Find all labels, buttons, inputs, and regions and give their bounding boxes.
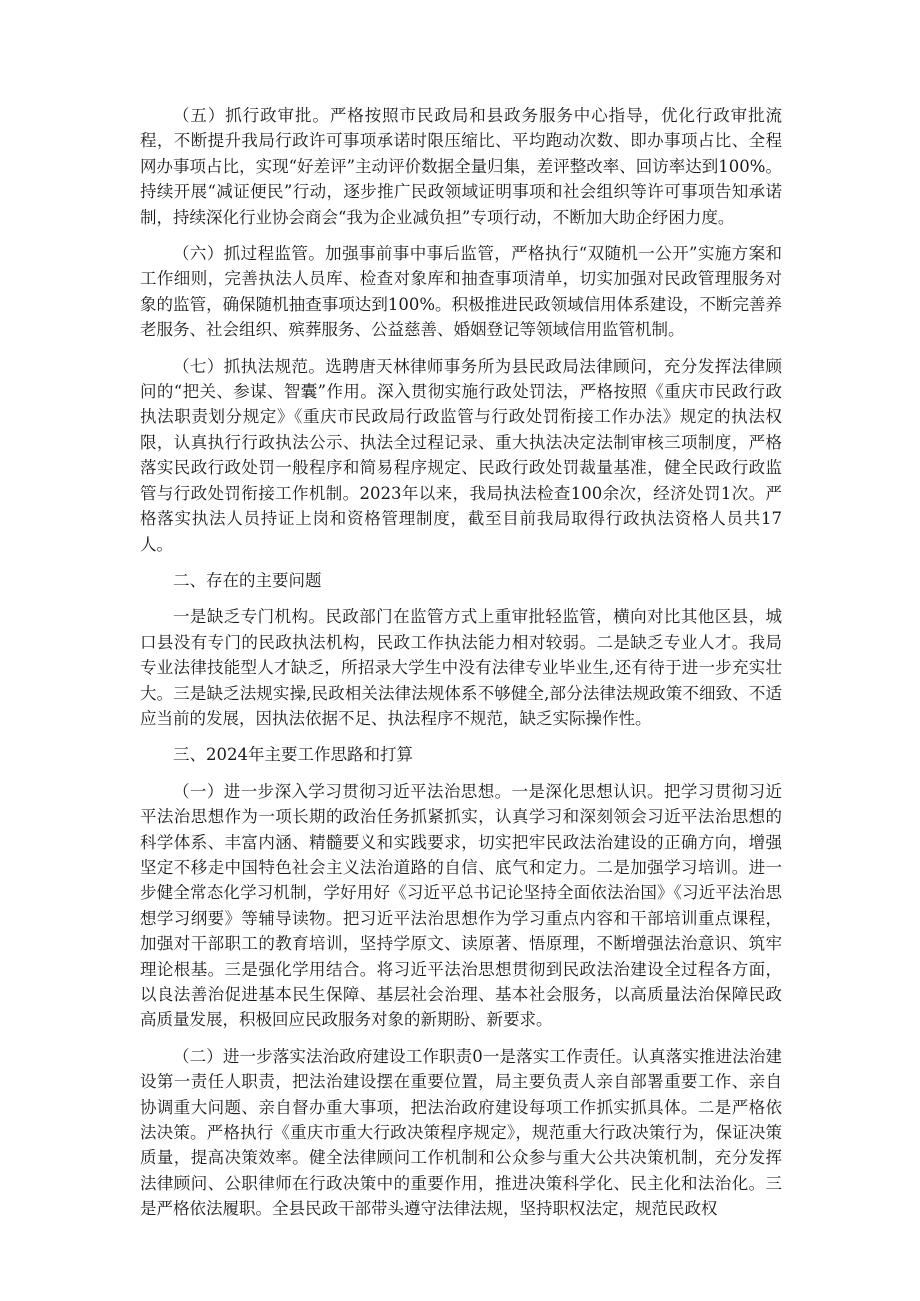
paragraph-plan-1: （一）进一步深入学习贯彻习近平法治思想。一是深化思想认识。把学习贯彻习近平法治思想作为一项长期的政治任务抓紧抓实，认真学习和深刻领会习近平法治思想的科学体系、丰富内涵、精髓要义和实践要求，切实把牢民政法治建设的正确方向，增强坚定不移走中国特色社会主义法治道路的自信、底气和定力。二是加强学习培训。进一步健全常态化学习机制，学好用好《习近平总书记论坚持全面依法治国》《习近平法治思想学习纲要》等辅导读物。把习近平法治思想作为学习重点内容和干部培训重点课程，加强对干部职工的教育培训，坚持学原文、读原著、悟原理，不断增强法治意识、筑牢理论根基。三是强化学用结合。将习近平法治思想贯彻到民政法治建设全过程各方面，以良法善治促进基本民生保障、基层社会治理、基本社会服务，以高质量法治保障民政高质量发展，积极回应民政服务对象的新期盼、新要求。 xyxy=(140,781,782,1030)
paragraph-section-5-approval: （五）抓行政审批。严格按照市民政局和县政务服务中心指导，优化行政审批流程，不断提升我局行政许可事项承诺时限压缩比、平均跑动次数、即办事项占比、全程网办事项占比，实现“好差评”主动评价数据全量归集，差评整改率、回访率达到100%。持续开展“减证便民”行动，逐步推广民政领域证明事项和社会组织等许可事项告知承诺制，持续深化行业协会商会“我为企业减负担”专项行动，不断加大助企纾困力度。 xyxy=(140,106,782,227)
paragraph-main-problems: 一是缺乏专门机构。民政部门在监管方式上重审批轻监管，横向对比其他区县，城口县没有专门的民政执法机构，民政工作执法能力相对较弱。二是缺乏专业人才。我局专业法律技能型人才缺乏，所招录大学生中没有法律专业毕业生,还有待于进一步充实壮大。三是缺乏法规实操,民政相关法律法规体系不够健全,部分法律法规政策不细致、不适应当前的发展，因执法依据不足、执法程序不规范，缺乏实际操作性。 xyxy=(140,607,782,728)
paragraph-section-6-supervision: （六）抓过程监管。加强事前事中事后监管，严格执行“双随机一公开”实施方案和工作细则，完善执法人员库、检查对象库和抽查事项清单，切实加强对民政管理服务对象的监管，确保随机抽查事项达到100%。积极推进民政领域信用体系建设，不断完善养老服务、社会组织、殡葬服务、公益慈善、婚姻登记等领域信用监管机制。 xyxy=(140,244,782,340)
paragraph-section-7-enforcement: （七）抓执法规范。选聘唐天林律师事务所为县民政局法律顾问，充分发挥法律顾问的“把关、参谋、智囊”作用。深入贯彻实施行政处罚法，严格按照《重庆市民政行政执法职责划分规定》《重庆市民政局行政监管与行政处罚衔接工作办法》规定的执法权限，认真执行行政执法公示、执法全过程记录、重大执法决定法制审核三项制度，严格落实民政行政处罚一般程序和简易程序规定、民政行政处罚裁量基准，健全民政行政监管与行政处罚衔接工作机制。2023年以来，我局执法检查100余次，经济处罚1次。严格落实执法人员持证上岗和资格管理制度，截至目前我局取得行政执法资格人员共17人。 xyxy=(140,356,782,554)
document-body xyxy=(140,103,782,1233)
paragraph-plan-2: （二）进一步落实法治政府建设工作职责0一是落实工作责任。认真落实推进法治建设第一责任人职责，把法治建设摆在重要位置，局主要负责人亲自部署重要工作、亲自协调重大问题、亲自督办重大事项，把法治政府建设每项工作抓实抓具体。二是严格依法决策。严格执行《重庆市重大行政决策程序规定》，规范重大行政决策行为，保证决策质量，提高决策效率。健全法律顾问工作机制和公众参与重大公共决策机制，充分发挥法律顾问、公职律师在行政决策中的重要作用，推进决策科学化、民主化和法治化。三是严格依法履职。全县民政干部带头遵守法律法规，坚持职权法定，规范民政权 xyxy=(140,1046,782,1219)
heading-main-problems: 二、存在的主要问题 xyxy=(173,570,322,590)
heading-2024-plans: 三、2024年主要工作思路和打算 xyxy=(173,745,413,765)
